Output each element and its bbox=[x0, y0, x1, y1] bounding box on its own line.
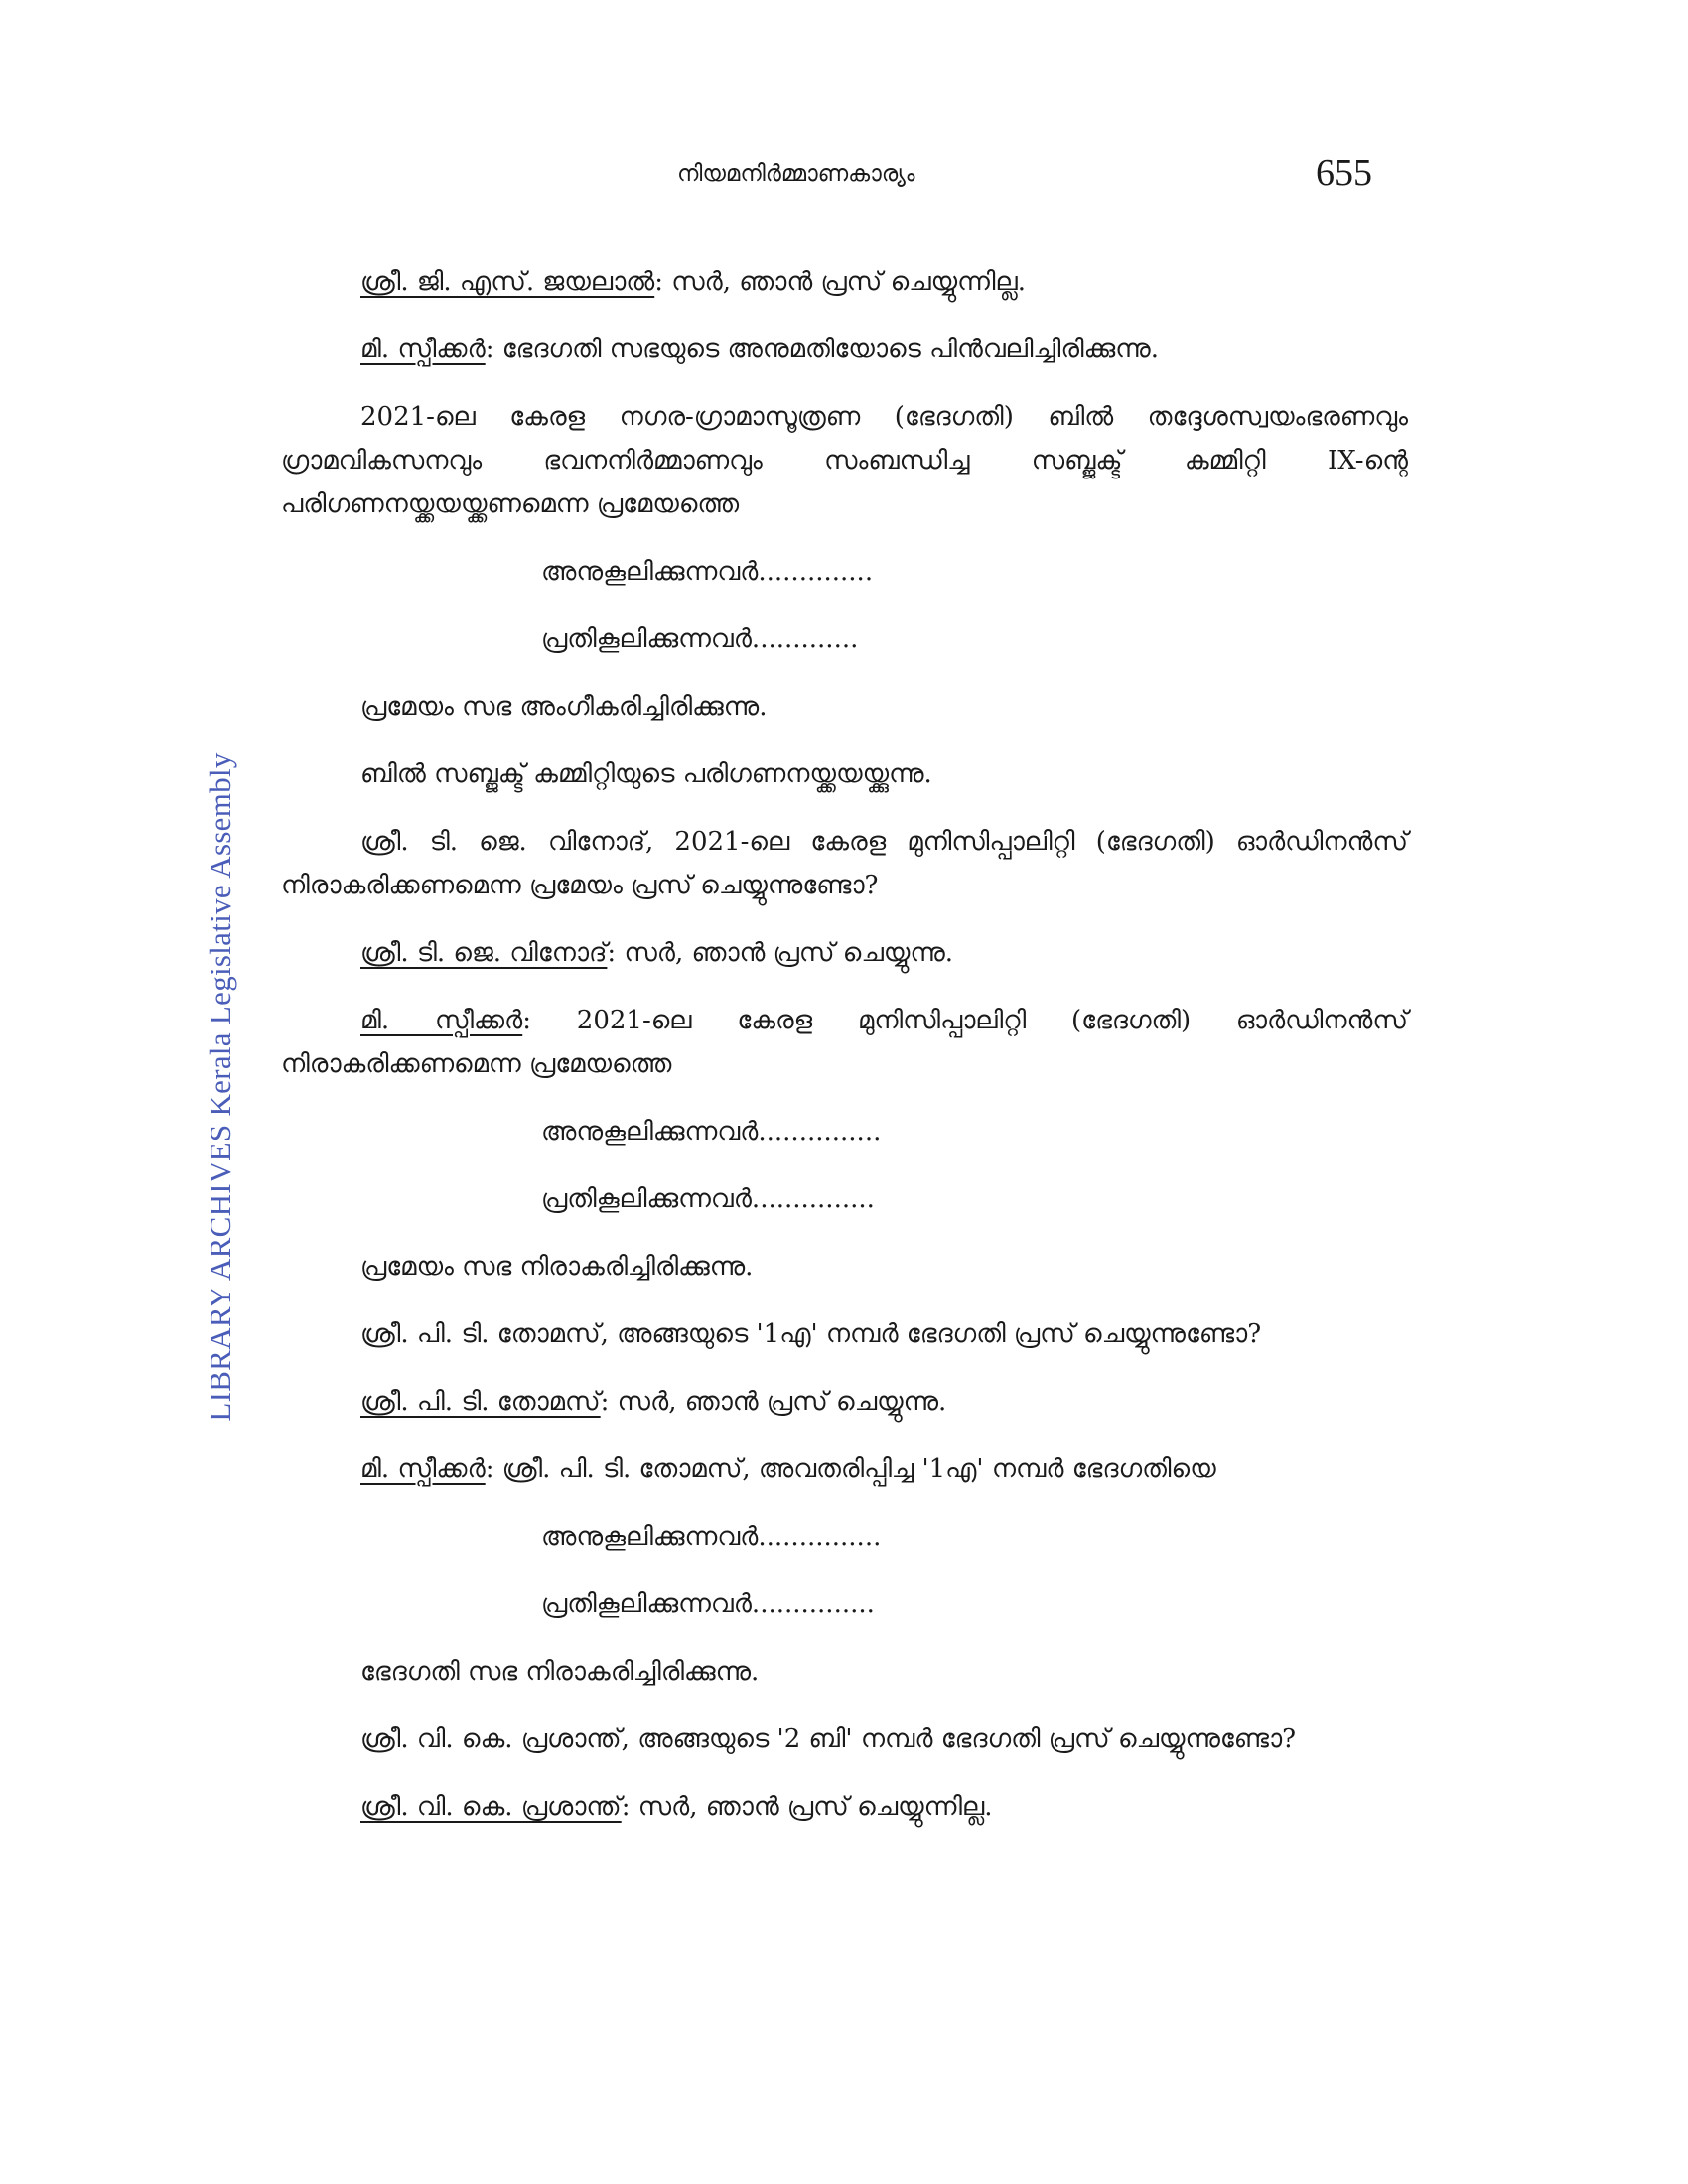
motion-subject-committee: 2021-ലെ കേരള നഗര-ഗ്രാമാസൂത്രണ (ഭേദഗതി) ബിൽ തദ്ദേശസ്വയംഭരണവും ഗ്രാമവികസനവും ഭവനനിർമ്മാണവും സംബന്ധിച്ച സബ്ജക്ട് കമ്മിറ്റി IX-ന്റെ പരിഗണനയ്ക്കയയ്ക്കണമെന്ന പ്രമേയത്തെ bbox=[281, 402, 1408, 519]
speaker-name: ശ്രീ. ജി. എസ്. ജയലാൽ bbox=[360, 267, 655, 297]
vote-noes: പ്രതികൂലിക്കുന്നവർ............... bbox=[541, 1589, 875, 1619]
statement-speaker-withdrawn bbox=[281, 328, 1408, 371]
statement-speaker-ordinance bbox=[281, 999, 1408, 1086]
statement-jayalal bbox=[281, 260, 1408, 304]
statement-thomas bbox=[281, 1380, 1408, 1424]
motion-adopted: പ്രമേയം സഭ അംഗീകരിച്ചിരിക്കുന്നു. bbox=[360, 692, 768, 722]
speaker-name: മി. സ്പീക്കർ bbox=[360, 1006, 523, 1035]
statement-text: : സർ, ഞാൻ പ്രസ് ചെയ്യുന്നില്ല. bbox=[621, 1792, 993, 1822]
amendment-rejected: ഭേദഗതി സഭ നിരാകരിച്ചിരിക്കുന്നു. bbox=[360, 1657, 760, 1687]
statement-text: : സർ, ഞാൻ പ്രസ് ചെയ്യുന്നില്ല. bbox=[654, 267, 1027, 297]
speaker-name: മി. സ്പീക്കർ bbox=[360, 335, 486, 364]
speaker-name: ശ്രീ. ടി. ജെ. വിനോദ് bbox=[360, 938, 608, 968]
watermark-text: LIBRARY ARCHIVES Kerala Legislative Assembly bbox=[203, 752, 237, 1422]
vote-ayes: അനുകൂലിക്കുന്നവർ............... bbox=[541, 1117, 882, 1147]
statement-speaker-amendment bbox=[281, 1447, 1408, 1491]
vote-ayes: അനുകൂലിക്കുന്നവർ............... bbox=[541, 1522, 882, 1552]
statement-text: : സർ, ഞാൻ പ്രസ് ചെയ്യുന്നു. bbox=[600, 1387, 947, 1417]
statement-text: : ഭേദഗതി സഭയുടെ അനുമതിയോടെ പിൻവലിച്ചിരിക്കുന്നു. bbox=[485, 335, 1159, 364]
speaker-name: ശ്രീ. പി. ടി. തോമസ് bbox=[360, 1387, 601, 1417]
question-prasanth: ശ്രീ. വി. കെ. പ്രശാന്ത്, അങ്ങയുടെ '2 ബി' നമ്പർ ഭേദഗതി പ്രസ് ചെയ്യുന്നുണ്ടോ? bbox=[360, 1724, 1297, 1754]
running-title: നിയമനിർമ്മാണകാര്യം bbox=[677, 161, 915, 187]
statement-vinod bbox=[281, 931, 1408, 975]
page-header bbox=[0, 152, 1688, 197]
statement-text: : 2021-ലെ കേരള മുനിസിപ്പാലിറ്റി (ഭേദഗതി) ഓർഡിനൻസ് നിരാകരിക്കണമെന്ന പ്രമേയത്തെ bbox=[281, 1006, 1408, 1079]
speaker-name: ശ്രീ. വി. കെ. പ്രശാന്ത് bbox=[360, 1792, 622, 1822]
question-thomas: ശ്രീ. പി. ടി. തോമസ്, അങ്ങയുടെ '1എ' നമ്പർ ഭേദഗതി പ്രസ് ചെയ്യുന്നുണ്ടോ? bbox=[360, 1319, 1262, 1349]
vote-noes: പ്രതികൂലിക്കുന്നവർ............... bbox=[541, 1184, 875, 1214]
page-number: 655 bbox=[1316, 152, 1372, 194]
vote-noes: പ്രതികൂലിക്കുന്നവർ............. bbox=[541, 624, 859, 654]
motion-rejected: പ്രമേയം സഭ നിരാകരിച്ചിരിക്കുന്നു. bbox=[360, 1252, 754, 1282]
statement-text: : സർ, ഞാൻ പ്രസ് ചെയ്യുന്നു. bbox=[607, 938, 954, 968]
page-body bbox=[281, 260, 1408, 1852]
question-vinod: ശ്രീ. ടി. ജെ. വിനോദ്, 2021-ലെ കേരള മുനിസിപ്പാലിറ്റി (ഭേദഗതി) ഓർഡിനൻസ് നിരാകരിക്കണമെന്ന പ്രമേയം പ്രസ് ചെയ്യുന്നുണ്ടോ? bbox=[281, 827, 1408, 900]
bill-referred: ബിൽ സബ്ജക്ട് കമ്മിറ്റിയുടെ പരിഗണനയ്ക്കയയ്ക്കുന്നു. bbox=[360, 759, 932, 789]
statement-prasanth bbox=[281, 1785, 1408, 1829]
vote-ayes: അനുകൂലിക്കുന്നവർ.............. bbox=[541, 557, 874, 587]
speaker-name: മി. സ്പീക്കർ bbox=[360, 1454, 486, 1484]
statement-text: : ശ്രീ. പി. ടി. തോമസ്, അവതരിപ്പിച്ച '1എ' നമ്പർ ഭേദഗതിയെ bbox=[485, 1454, 1216, 1484]
